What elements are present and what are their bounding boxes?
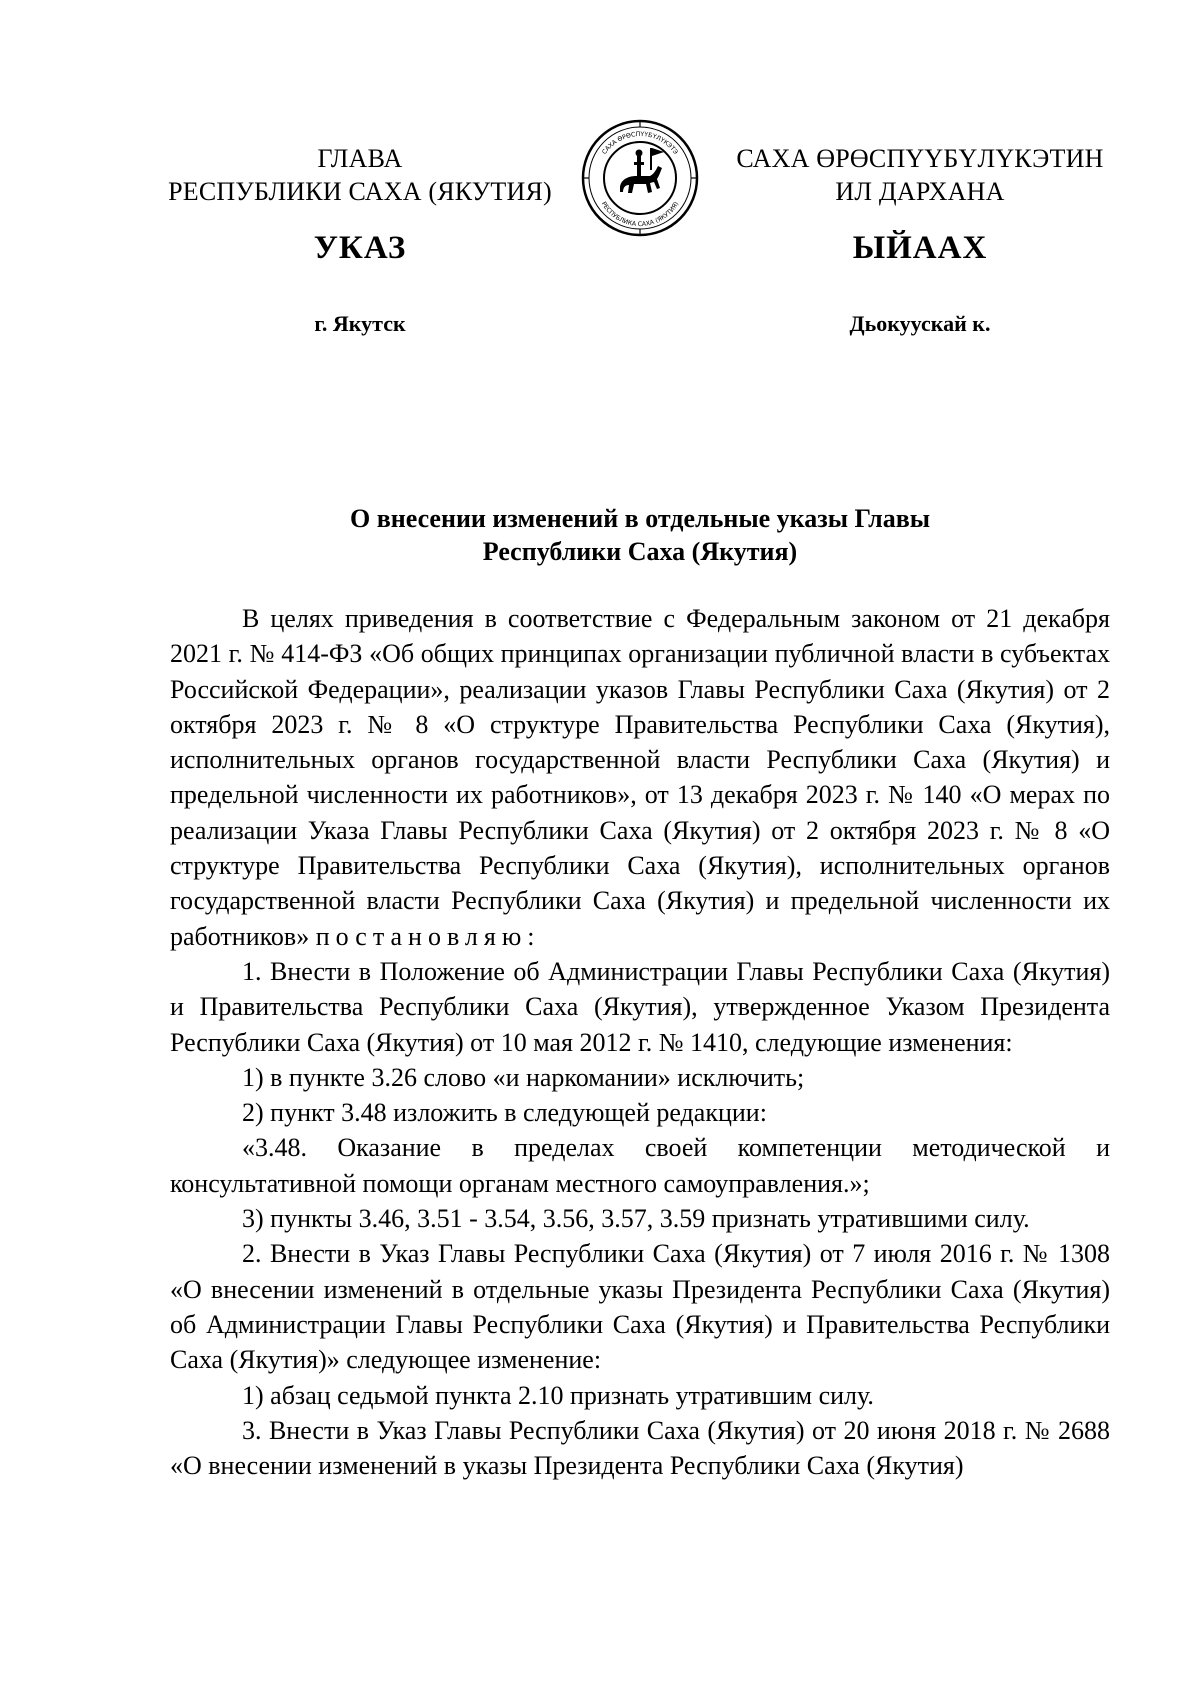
resolve-word: постановляю: (315, 921, 541, 951)
document-title-line1: О внесении изменений в отдельные указы Главы (349, 504, 931, 533)
preamble-paragraph (170, 601, 1110, 954)
paragraph-1-item-1: 1) в пункте 3.26 слово «и наркомании» исключить; (242, 1062, 805, 1092)
document-title (170, 502, 1110, 568)
paragraph-3: 3. Внести в Указ Главы Республики Саха (Якутия) от 20 июня 2018 г. № 2688 «О внесении изменений в указы Президента Республики Саха (Якутия) (170, 1415, 1110, 1481)
paragraph-1-item-2-quote: «3.48. Оказание в пределах своей компетенции методической и консультативной помощи органам местного самоуправления.»; (170, 1133, 1110, 1198)
paragraph-1-item-3: 3) пункты 3.46, 3.51 - 3.54, 3.56, 3.57, 3.59 признать утратившими силу. (242, 1204, 1030, 1234)
city-sakha: Дьокуускай к. (849, 311, 991, 336)
header-left-line2: РЕСПУБЛИКИ САХА (ЯКУТИЯ) (168, 177, 552, 206)
sakha-coat-of-arms-icon (580, 118, 700, 238)
svg-text:РЕСПУБЛИКА САХА (ЯКУТИЯ): РЕСПУБЛИКА САХА (ЯКУТИЯ) (599, 200, 681, 229)
header-right (720, 142, 1120, 208)
svg-text:САХА ӨРӨСПҮҮБҮЛҮКЭТЭ: САХА ӨРӨСПҮҮБҮЛҮКЭТЭ (601, 130, 679, 156)
paragraph-1-item-2: 2) пункт 3.48 изложить в следующей редакции: (242, 1098, 767, 1128)
header-right-line1: САХА ӨРӨСПҮҮБҮЛҮКЭТИН (736, 144, 1104, 173)
paragraph-2: 2. Внести в Указ Главы Республики Саха (Якутия) от 7 июля 2016 г. № 1308 «О внесении изменений в отдельные указы Президента Республики Саха (Якутия) об Администрации Главы Республики Саха (Якутия) и Правительства Республики Саха (Якутия)» следующее изменение: (170, 1239, 1110, 1375)
header-left-line1: ГЛАВА (317, 144, 403, 173)
paragraph-1: 1. Внести в Положение об Администрации Главы Республики Саха (Якутия) и Правительства Республики Саха (Якутия), утвержденное Указом Президента Республики Саха (Якутия) от 10 мая 2012 г. № 1410, следующие изменения: (170, 956, 1110, 1057)
document-title-line2: Республики Саха (Якутия) (482, 537, 798, 566)
document-body (170, 601, 1110, 1483)
decree-label-ru: УКАЗ (313, 230, 407, 266)
paragraph-2-item-1: 1) абзац седьмой пункта 2.10 признать утратившим силу. (242, 1380, 874, 1410)
header-left (150, 142, 570, 208)
city-ru: г. Якутск (314, 311, 406, 336)
preamble-text: В целях приведения в соответствие с Федеральным законом от 21 декабря 2021 г. № 414-ФЗ «Об общих принципах организации публичной власти в субъектах Российской Федерации», реализации указов Главы Республики Саха (Якутия) от 2 октября 2023 г. № 8 «О структуре Правительства Республики Саха (Якутия), исполнительных органов государственной власти Республики Саха (Якутия) и предельной численности их работников», от 13 декабря 2023 г. № 140 «О мерах по реализации Указа Главы Республики Саха (Якутия) от 2 октября 2023 г. № 8 «О структуре Правительства Республики Саха (Якутия), исполнительных органов государственной власти Республики Саха (Якутия) и предельной численности их работников» (170, 604, 1110, 951)
header-right-line2: ИЛ ДАРХАНА (835, 177, 1005, 206)
decree-label-sakha: ЫЙААХ (852, 230, 988, 266)
